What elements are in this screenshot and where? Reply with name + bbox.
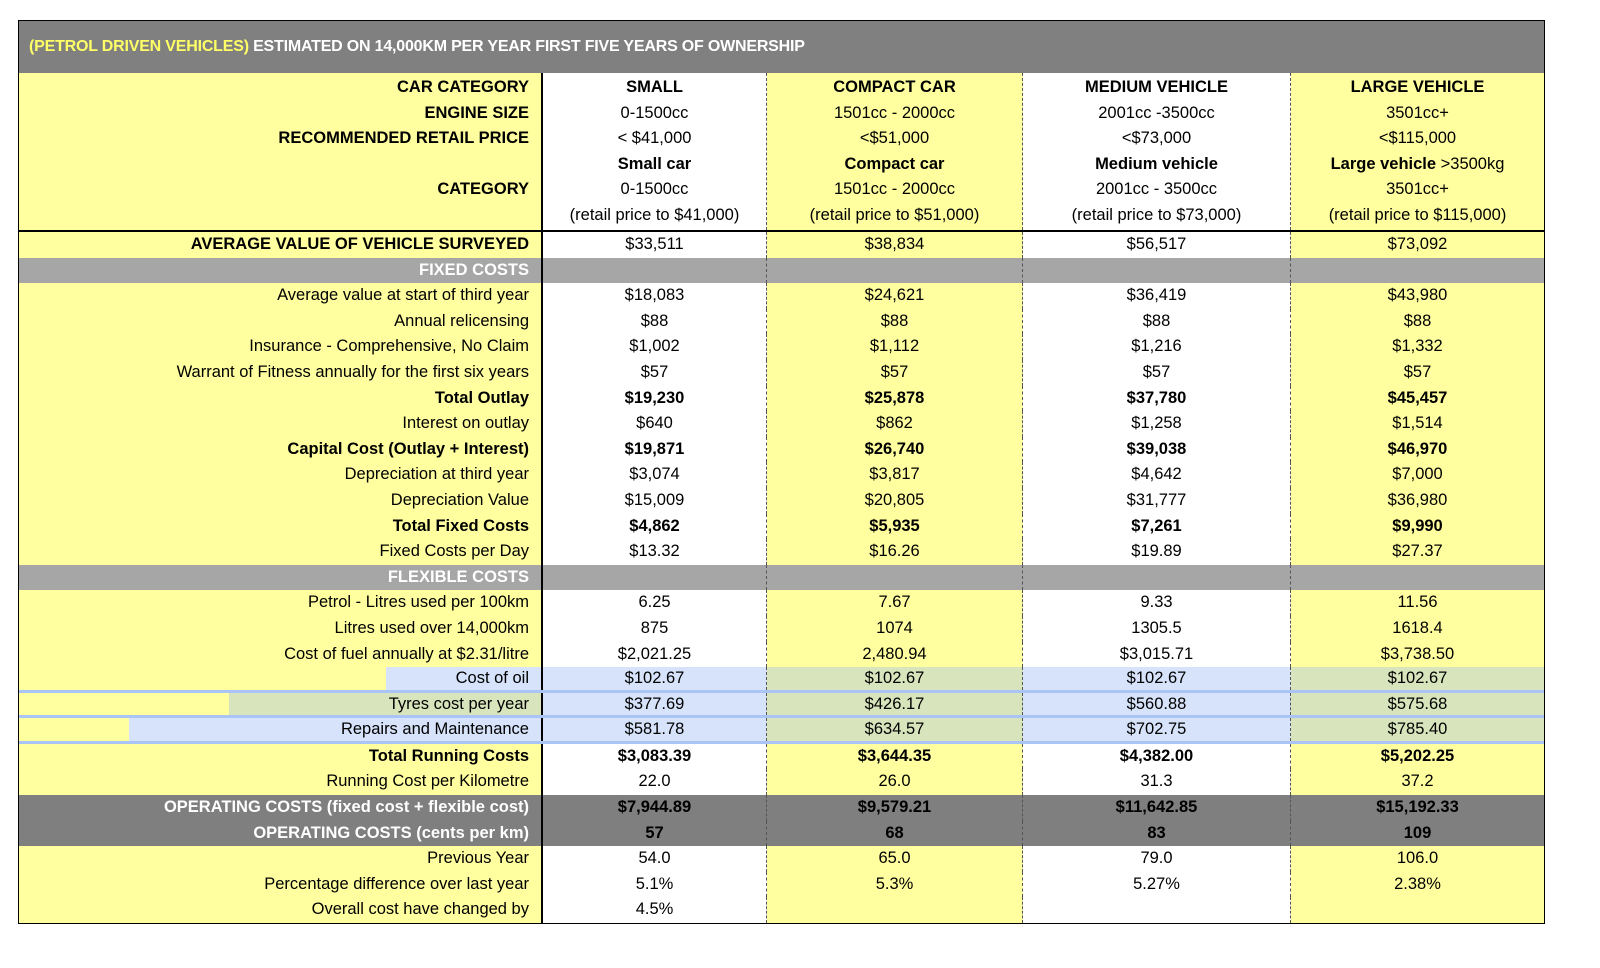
- row-value-4: $57: [1291, 360, 1544, 386]
- row-label-text: Repairs and Maintenance: [129, 718, 541, 741]
- row-value-4: [1291, 897, 1544, 923]
- category-engine: 3501cc+: [1386, 180, 1449, 198]
- row-value-3: [1023, 565, 1291, 591]
- category-name: [767, 152, 1022, 178]
- table-row: [19, 616, 1544, 642]
- row-value-2: $57: [767, 360, 1023, 386]
- row-value-2: $26,740: [767, 437, 1023, 463]
- row-value-4: [1291, 258, 1544, 284]
- row-value-4: 109: [1291, 821, 1544, 847]
- row-value-3: $57: [1023, 360, 1291, 386]
- row-value-2: 26.0: [767, 769, 1023, 795]
- car-category: MEDIUM VEHICLE: [1084, 78, 1228, 96]
- category-name: [543, 152, 766, 178]
- header-label: [19, 203, 529, 229]
- table-row: [19, 437, 1544, 463]
- row-value-3: 79.0: [1023, 846, 1291, 872]
- row-value-1: 22.0: [543, 769, 767, 795]
- row-value-2: 2,480.94: [767, 642, 1023, 668]
- row-value-4: $7,000: [1291, 462, 1544, 488]
- row-value-4: $9,990: [1291, 514, 1544, 540]
- row-value-1: $377.69: [543, 693, 767, 716]
- row-value-2: 5.3%: [767, 872, 1023, 898]
- row-value-3: $7,261: [1023, 514, 1291, 540]
- row-value-1: $13.32: [543, 539, 767, 565]
- row-value-3: $88: [1023, 309, 1291, 335]
- car-category: LARGE VEHICLE: [1350, 78, 1485, 96]
- category-name-text: Medium vehicle: [1095, 154, 1218, 173]
- category-engine: 0-1500cc: [620, 180, 689, 198]
- row-label: Cost of fuel annually at $2.31/litre: [19, 642, 543, 668]
- row-value-1: $4,862: [543, 514, 767, 540]
- row-label: [19, 693, 543, 716]
- table-row: [19, 232, 1544, 258]
- row-value-3: $1,258: [1023, 411, 1291, 437]
- header-column-4: [1291, 73, 1544, 230]
- row-value-1: $1,002: [543, 334, 767, 360]
- row-value-4: $43,980: [1291, 283, 1544, 309]
- row-value-3: $4,642: [1023, 462, 1291, 488]
- table-title: [19, 21, 1544, 73]
- row-value-2: $3,644.35: [767, 744, 1023, 770]
- row-value-2: $862: [767, 411, 1023, 437]
- row-value-1: $7,944.89: [543, 795, 767, 821]
- row-label: Total Outlay: [19, 386, 543, 412]
- row-value-1: $19,230: [543, 386, 767, 412]
- row-value-4: $15,192.33: [1291, 795, 1544, 821]
- category-name-extra: >3500kg: [1436, 154, 1505, 173]
- row-value-2: $1,112: [767, 334, 1023, 360]
- row-value-3: [1023, 897, 1291, 923]
- row-label: Total Running Costs: [19, 744, 543, 770]
- category-name-text: Large vehicle: [1330, 154, 1437, 173]
- row-value-1: $33,511: [543, 232, 767, 258]
- table-row: [19, 283, 1544, 309]
- row-value-4: $73,092: [1291, 232, 1544, 258]
- row-value-2: $88: [767, 309, 1023, 335]
- retail-price: <$73,000: [1121, 129, 1192, 147]
- row-value-3: [1023, 258, 1291, 284]
- row-label: OPERATING COSTS (fixed cost + flexible cost): [19, 795, 543, 821]
- header-label: [19, 152, 529, 178]
- header-block: [19, 73, 1544, 232]
- row-label: Depreciation Value: [19, 488, 543, 514]
- row-value-3: $702.75: [1023, 718, 1291, 741]
- row-value-4: 37.2: [1291, 769, 1544, 795]
- row-label: Annual relicensing: [19, 309, 543, 335]
- section-header-row: [19, 258, 1544, 284]
- row-value-1: $3,083.39: [543, 744, 767, 770]
- row-value-2: [767, 565, 1023, 591]
- row-label: Previous Year: [19, 846, 543, 872]
- row-value-3: 5.27%: [1023, 872, 1291, 898]
- row-value-3: $36,419: [1023, 283, 1291, 309]
- row-value-1: $102.67: [543, 667, 767, 690]
- row-value-2: $5,935: [767, 514, 1023, 540]
- table-row: [19, 386, 1544, 412]
- row-value-1: $3,074: [543, 462, 767, 488]
- table-row: [19, 539, 1544, 565]
- row-value-3: 9.33: [1023, 590, 1291, 616]
- row-label: Overall cost have changed by: [19, 897, 543, 923]
- row-value-1: $2,021.25: [543, 642, 767, 668]
- row-value-2: $20,805: [767, 488, 1023, 514]
- row-value-4: $36,980: [1291, 488, 1544, 514]
- category-name: [1023, 152, 1290, 178]
- header-column-3: [1023, 73, 1291, 230]
- header-label: CAR CATEGORY: [397, 78, 529, 96]
- category-engine: 1501cc - 2000cc: [833, 180, 956, 198]
- row-value-1: [543, 258, 767, 284]
- category-name-text: Small car: [617, 154, 692, 173]
- row-value-4: 2.38%: [1291, 872, 1544, 898]
- row-label: Average value at start of third year: [19, 283, 543, 309]
- row-value-3: $56,517: [1023, 232, 1291, 258]
- row-value-2: $634.57: [767, 718, 1023, 741]
- row-label: Capital Cost (Outlay + Interest): [19, 437, 543, 463]
- row-value-2: 68: [767, 821, 1023, 847]
- row-label: OPERATING COSTS (cents per km): [19, 821, 543, 847]
- row-value-2: $3,817: [767, 462, 1023, 488]
- car-category: COMPACT CAR: [833, 78, 956, 96]
- table-row: [19, 360, 1544, 386]
- engine-size: 1501cc - 2000cc: [833, 103, 956, 122]
- engine-size: 3501cc+: [1386, 103, 1449, 122]
- table-row: [19, 514, 1544, 540]
- category-price: (retail price to $41,000): [569, 205, 740, 224]
- header-label: RECOMMENDED RETAIL PRICE: [278, 129, 529, 147]
- row-value-3: $560.88: [1023, 693, 1291, 716]
- table-row: [19, 309, 1544, 335]
- row-value-4: $3,738.50: [1291, 642, 1544, 668]
- row-label-text: Tyres cost per year: [229, 693, 541, 716]
- vehicle-cost-table: [18, 20, 1545, 924]
- row-value-4: [1291, 565, 1544, 591]
- row-value-4: $785.40: [1291, 718, 1544, 741]
- row-value-3: $39,038: [1023, 437, 1291, 463]
- table-row: [19, 718, 1544, 744]
- row-value-3: $11,642.85: [1023, 795, 1291, 821]
- header-column-1: [543, 73, 767, 230]
- row-value-4: $46,970: [1291, 437, 1544, 463]
- row-value-2: $38,834: [767, 232, 1023, 258]
- row-label: Insurance - Comprehensive, No Claim: [19, 334, 543, 360]
- row-value-1: 4.5%: [543, 897, 767, 923]
- retail-price: < $41,000: [617, 129, 692, 147]
- table-body: [19, 232, 1544, 923]
- row-value-3: 31.3: [1023, 769, 1291, 795]
- row-label: FIXED COSTS: [19, 258, 543, 284]
- row-label-text: Cost of oil: [386, 667, 541, 690]
- row-label: Total Fixed Costs: [19, 514, 543, 540]
- row-value-2: $25,878: [767, 386, 1023, 412]
- row-value-3: 1305.5: [1023, 616, 1291, 642]
- row-label: [19, 718, 543, 741]
- row-value-2: [767, 258, 1023, 284]
- car-category: SMALL: [626, 78, 683, 96]
- row-value-1: $15,009: [543, 488, 767, 514]
- category-engine: 2001cc - 3500cc: [1095, 180, 1218, 198]
- row-value-4: 11.56: [1291, 590, 1544, 616]
- row-value-1: [543, 565, 767, 591]
- row-value-1: 6.25: [543, 590, 767, 616]
- row-value-2: 7.67: [767, 590, 1023, 616]
- row-value-2: [767, 897, 1023, 923]
- row-value-3: $4,382.00: [1023, 744, 1291, 770]
- row-value-4: $27.37: [1291, 539, 1544, 565]
- row-value-1: 5.1%: [543, 872, 767, 898]
- table-row: [19, 744, 1544, 770]
- header-label: CATEGORY: [437, 180, 529, 198]
- table-row: [19, 590, 1544, 616]
- table-row: [19, 846, 1544, 872]
- row-value-4: 1618.4: [1291, 616, 1544, 642]
- row-label: Percentage difference over last year: [19, 872, 543, 898]
- row-label: Running Cost per Kilometre: [19, 769, 543, 795]
- row-value-2: $102.67: [767, 667, 1023, 690]
- row-value-1: $57: [543, 360, 767, 386]
- row-label: Depreciation at third year: [19, 462, 543, 488]
- row-value-3: 83: [1023, 821, 1291, 847]
- table-row: [19, 872, 1544, 898]
- row-label: [19, 667, 543, 690]
- row-value-4: $1,332: [1291, 334, 1544, 360]
- category-price: (retail price to $73,000): [1071, 205, 1242, 224]
- row-value-4: 106.0: [1291, 846, 1544, 872]
- row-value-1: 54.0: [543, 846, 767, 872]
- row-value-2: 65.0: [767, 846, 1023, 872]
- section-header-row: [19, 565, 1544, 591]
- table-row: [19, 897, 1544, 923]
- row-value-3: $102.67: [1023, 667, 1291, 690]
- category-name: [1291, 152, 1544, 178]
- row-value-1: $18,083: [543, 283, 767, 309]
- header-label: ENGINE SIZE: [424, 103, 529, 122]
- row-value-3: $19.89: [1023, 539, 1291, 565]
- row-value-4: $575.68: [1291, 693, 1544, 716]
- table-row: [19, 769, 1544, 795]
- row-value-2: $426.17: [767, 693, 1023, 716]
- row-value-2: 1074: [767, 616, 1023, 642]
- row-label: Litres used over 14,000km: [19, 616, 543, 642]
- row-value-4: $88: [1291, 309, 1544, 335]
- title-highlight: (PETROL DRIVEN VEHICLES): [29, 38, 249, 55]
- row-value-2: $24,621: [767, 283, 1023, 309]
- table-row: [19, 411, 1544, 437]
- row-label: AVERAGE VALUE OF VEHICLE SURVEYED: [19, 232, 543, 258]
- row-value-4: $5,202.25: [1291, 744, 1544, 770]
- table-row: [19, 334, 1544, 360]
- table-row: [19, 821, 1544, 847]
- row-value-2: $16.26: [767, 539, 1023, 565]
- row-value-1: $88: [543, 309, 767, 335]
- header-labels: [19, 73, 543, 230]
- row-value-4: $1,514: [1291, 411, 1544, 437]
- row-value-1: $581.78: [543, 718, 767, 741]
- category-price: (retail price to $115,000): [1328, 205, 1507, 224]
- title-text: ESTIMATED ON 14,000KM PER YEAR FIRST FIVE YEARS OF OWNERSHIP: [248, 38, 805, 55]
- row-value-3: $31,777: [1023, 488, 1291, 514]
- row-label: Fixed Costs per Day: [19, 539, 543, 565]
- row-value-2: $9,579.21: [767, 795, 1023, 821]
- row-label: FLEXIBLE COSTS: [19, 565, 543, 591]
- engine-size: 2001cc -3500cc: [1098, 103, 1215, 122]
- table-row: [19, 462, 1544, 488]
- category-name-text: Compact car: [844, 154, 945, 173]
- row-value-1: $640: [543, 411, 767, 437]
- row-value-1: $19,871: [543, 437, 767, 463]
- row-value-4: $45,457: [1291, 386, 1544, 412]
- row-value-3: $37,780: [1023, 386, 1291, 412]
- row-value-1: 57: [543, 821, 767, 847]
- table-row: [19, 642, 1544, 668]
- row-label: Petrol - Litres used per 100km: [19, 590, 543, 616]
- header-column-2: [767, 73, 1023, 230]
- row-value-3: $3,015.71: [1023, 642, 1291, 668]
- retail-price: <$51,000: [859, 129, 930, 147]
- retail-price: <$115,000: [1378, 129, 1457, 147]
- row-value-3: $1,216: [1023, 334, 1291, 360]
- engine-size: 0-1500cc: [620, 103, 689, 122]
- category-price: (retail price to $51,000): [809, 205, 980, 224]
- table-row: [19, 488, 1544, 514]
- row-label: Interest on outlay: [19, 411, 543, 437]
- table-row: [19, 795, 1544, 821]
- row-label: Warrant of Fitness annually for the first six years: [19, 360, 543, 386]
- row-value-4: $102.67: [1291, 667, 1544, 690]
- table-row: [19, 667, 1544, 693]
- row-value-1: 875: [543, 616, 767, 642]
- table-row: [19, 693, 1544, 719]
